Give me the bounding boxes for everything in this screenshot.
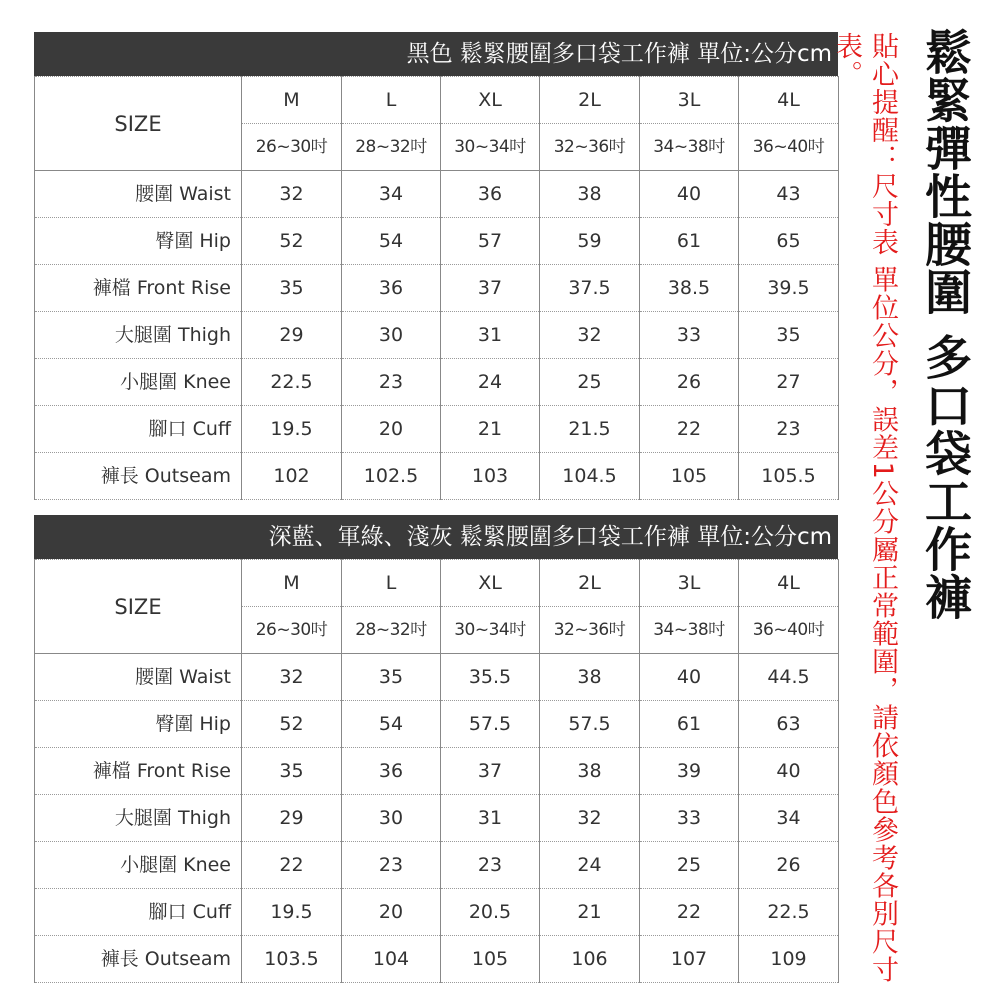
row-label: 褲長 Outseam (35, 936, 242, 983)
value-cell: 20.5 (441, 889, 540, 936)
value-cell: 22 (640, 406, 739, 453)
value-cell: 35 (739, 312, 839, 359)
table-row (35, 654, 839, 701)
value-cell: 54 (342, 701, 441, 748)
value-cell: 57 (441, 218, 540, 265)
value-cell: 105 (441, 936, 540, 983)
waist-range-cell: 26~30吋 (242, 124, 342, 171)
row-label: 褲檔 Front Rise (35, 748, 242, 795)
table-row (35, 889, 839, 936)
value-cell: 21.5 (540, 406, 640, 453)
waist-range-cell: 36~40吋 (739, 124, 839, 171)
value-cell: 23 (441, 842, 540, 889)
value-cell: 32 (242, 171, 342, 218)
row-label: 臀圍 Hip (35, 218, 242, 265)
table-row (35, 359, 839, 406)
row-label: 腳口 Cuff (35, 406, 242, 453)
value-cell: 33 (640, 312, 739, 359)
row-label: 褲檔 Front Rise (35, 265, 242, 312)
size-cell: M (242, 77, 342, 124)
value-cell: 52 (242, 218, 342, 265)
value-cell: 38.5 (640, 265, 739, 312)
value-cell: 57.5 (441, 701, 540, 748)
value-cell: 106 (540, 936, 640, 983)
size-header: SIZE (35, 560, 242, 654)
row-label: 小腿圍 Knee (35, 842, 242, 889)
table-row (35, 312, 839, 359)
value-cell: 34 (739, 795, 839, 842)
value-cell: 40 (640, 171, 739, 218)
value-cell: 37 (441, 265, 540, 312)
value-cell: 39.5 (739, 265, 839, 312)
value-cell: 40 (739, 748, 839, 795)
size-chart-black (34, 32, 838, 493)
value-cell: 27 (739, 359, 839, 406)
size-row (35, 77, 839, 124)
size-cell: XL (441, 560, 540, 607)
size-cell: 4L (739, 77, 839, 124)
value-cell: 107 (640, 936, 739, 983)
value-cell: 44.5 (739, 654, 839, 701)
value-cell: 36 (342, 265, 441, 312)
waist-range-cell: 32~36吋 (540, 607, 640, 654)
table-title: 深藍、軍綠、淺灰 鬆緊腰圍多口袋工作褲 單位:公分cm (34, 515, 838, 559)
value-cell: 37 (441, 748, 540, 795)
value-cell: 19.5 (242, 889, 342, 936)
value-cell: 20 (342, 889, 441, 936)
value-cell: 35 (242, 748, 342, 795)
value-cell: 26 (739, 842, 839, 889)
value-cell: 40 (640, 654, 739, 701)
value-cell: 54 (342, 218, 441, 265)
waist-range-cell: 30~34吋 (441, 124, 540, 171)
size-cell: 3L (640, 560, 739, 607)
value-cell: 33 (640, 795, 739, 842)
value-cell: 23 (342, 842, 441, 889)
product-title: 鬆緊彈性腰圍 多口袋工作褲 (917, 28, 972, 622)
value-cell: 35 (342, 654, 441, 701)
value-cell: 38 (540, 748, 640, 795)
size-row (35, 560, 839, 607)
value-cell: 63 (739, 701, 839, 748)
value-cell: 104 (342, 936, 441, 983)
waist-range-cell: 32~36吋 (540, 124, 640, 171)
value-cell: 61 (640, 218, 739, 265)
value-cell: 43 (739, 171, 839, 218)
value-cell: 20 (342, 406, 441, 453)
value-cell: 61 (640, 701, 739, 748)
value-cell: 102 (242, 453, 342, 500)
value-cell: 29 (242, 795, 342, 842)
row-label: 小腿圍 Knee (35, 359, 242, 406)
value-cell: 103.5 (242, 936, 342, 983)
row-label: 大腿圍 Thigh (35, 312, 242, 359)
size-table (34, 559, 839, 983)
value-cell: 29 (242, 312, 342, 359)
size-cell: 4L (739, 560, 839, 607)
table-row (35, 701, 839, 748)
value-cell: 109 (739, 936, 839, 983)
row-label: 腰圍 Waist (35, 171, 242, 218)
value-cell: 36 (441, 171, 540, 218)
value-cell: 104.5 (540, 453, 640, 500)
size-table (34, 76, 839, 500)
waist-range-cell: 30~34吋 (441, 607, 540, 654)
size-cell: 2L (540, 560, 640, 607)
value-cell: 25 (640, 842, 739, 889)
table-row (35, 265, 839, 312)
value-cell: 32 (242, 654, 342, 701)
waist-range-cell: 28~32吋 (342, 607, 441, 654)
table-row (35, 842, 839, 889)
table-title: 黑色 鬆緊腰圍多口袋工作褲 單位:公分cm (34, 32, 838, 76)
size-cell: M (242, 560, 342, 607)
value-cell: 23 (739, 406, 839, 453)
value-cell: 22.5 (739, 889, 839, 936)
table-row (35, 218, 839, 265)
waist-range-cell: 34~38吋 (640, 607, 739, 654)
table-row (35, 171, 839, 218)
waist-range-cell: 26~30吋 (242, 607, 342, 654)
row-label: 褲長 Outseam (35, 453, 242, 500)
row-label: 臀圍 Hip (35, 701, 242, 748)
value-cell: 39 (640, 748, 739, 795)
row-label: 腰圍 Waist (35, 654, 242, 701)
table-row (35, 406, 839, 453)
size-cell: 2L (540, 77, 640, 124)
size-chart-colors (34, 515, 838, 977)
value-cell: 105.5 (739, 453, 839, 500)
value-cell: 32 (540, 795, 640, 842)
value-cell: 26 (640, 359, 739, 406)
value-cell: 32 (540, 312, 640, 359)
value-cell: 31 (441, 312, 540, 359)
value-cell: 24 (540, 842, 640, 889)
table-row (35, 795, 839, 842)
value-cell: 36 (342, 748, 441, 795)
value-cell: 38 (540, 654, 640, 701)
waist-range-cell: 34~38吋 (640, 124, 739, 171)
value-cell: 22.5 (242, 359, 342, 406)
size-cell: 3L (640, 77, 739, 124)
value-cell: 30 (342, 312, 441, 359)
value-cell: 34 (342, 171, 441, 218)
table-row (35, 936, 839, 983)
size-notice: 貼心提醒：尺寸表 單位公分，誤差1公分屬正常範圍，請依顏色參考各別尺寸表。 (831, 32, 898, 984)
value-cell: 37.5 (540, 265, 640, 312)
value-cell: 35.5 (441, 654, 540, 701)
row-label: 大腿圍 Thigh (35, 795, 242, 842)
value-cell: 22 (640, 889, 739, 936)
value-cell: 65 (739, 218, 839, 265)
value-cell: 24 (441, 359, 540, 406)
value-cell: 19.5 (242, 406, 342, 453)
value-cell: 31 (441, 795, 540, 842)
value-cell: 21 (540, 889, 640, 936)
waist-range-cell: 28~32吋 (342, 124, 441, 171)
value-cell: 30 (342, 795, 441, 842)
value-cell: 23 (342, 359, 441, 406)
value-cell: 102.5 (342, 453, 441, 500)
value-cell: 103 (441, 453, 540, 500)
value-cell: 38 (540, 171, 640, 218)
value-cell: 59 (540, 218, 640, 265)
table-row (35, 748, 839, 795)
value-cell: 105 (640, 453, 739, 500)
value-cell: 21 (441, 406, 540, 453)
size-cell: L (342, 77, 441, 124)
row-label: 腳口 Cuff (35, 889, 242, 936)
value-cell: 57.5 (540, 701, 640, 748)
value-cell: 25 (540, 359, 640, 406)
size-cell: L (342, 560, 441, 607)
value-cell: 22 (242, 842, 342, 889)
size-header: SIZE (35, 77, 242, 171)
value-cell: 35 (242, 265, 342, 312)
waist-range-cell: 36~40吋 (739, 607, 839, 654)
value-cell: 52 (242, 701, 342, 748)
size-cell: XL (441, 77, 540, 124)
table-row (35, 453, 839, 500)
